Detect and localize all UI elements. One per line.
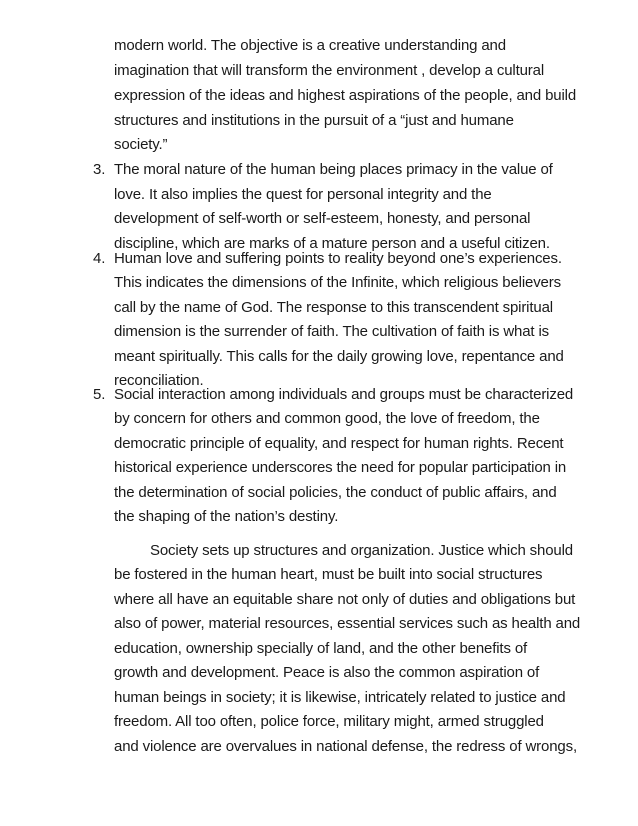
list-text-line: The moral nature of the human being places primacy in the value of [114, 161, 553, 178]
list-item-number: 4. [93, 250, 106, 267]
list-text-line: society.” [114, 136, 168, 153]
list-text-line: Social interaction among individuals and groups must be characterized [114, 386, 574, 403]
list-text-line: Human love and suffering points to reality beyond one’s experiences. [114, 250, 562, 267]
paragraph-line: freedom. All too often, police force, military might, armed struggled [114, 713, 544, 730]
list-text-line: This indicates the dimensions of the Infinite, which religious believers [114, 274, 561, 291]
list-text-line: the determination of social policies, the conduct of public affairs, and [114, 484, 557, 501]
list-text-line: development of self-worth or self-esteem, honesty, and personal [114, 210, 531, 227]
list-text-line: expression of the ideas and highest aspirations of the people, and build [114, 87, 577, 104]
list-text-line: dimension is the surrender of faith. The cultivation of faith is what is [114, 323, 549, 340]
paragraph-line: human beings in society; it is likewise, intricately related to justice and [114, 689, 566, 706]
list-text-line: the shaping of the nation’s destiny. [114, 508, 339, 525]
paragraph-line: growth and development. Peace is also the common aspiration of [114, 664, 540, 681]
paragraph-line: where all have an equitable share not only of duties and obligations but [114, 591, 576, 608]
list-text-line: by concern for others and common good, the love of freedom, the [114, 410, 540, 427]
list-item-number: 5. [93, 386, 106, 403]
list-text-line: structures and institutions in the pursuit of a “just and humane [114, 112, 514, 129]
paragraph-line: also of power, material resources, essential services such as health and [114, 615, 581, 632]
list-text-line: call by the name of God. The response to this transcendent spiritual [114, 299, 553, 316]
list-text-line: imagination that will transform the environment , develop a cultural [114, 62, 545, 79]
list-text-line: meant spiritually. This calls for the daily growing love, repentance and [114, 348, 564, 365]
list-text-line: modern world. The objective is a creative understanding and [114, 37, 506, 54]
list-text-line: democratic principle of equality, and respect for human rights. Recent [114, 435, 564, 452]
paragraph-line: and violence are overvalues in national defense, the redress of wrongs, [114, 738, 577, 755]
paragraph-line: education, ownership specially of land, and the other benefits of [114, 640, 528, 657]
list-text-line: love. It also implies the quest for personal integrity and the [114, 186, 492, 203]
list-text-line: reconciliation. [114, 372, 204, 389]
paragraph-line: Society sets up structures and organization. Justice which should [150, 542, 573, 559]
paragraph-line: be fostered in the human heart, must be built into social structures [114, 566, 543, 583]
list-text-line: historical experience underscores the need for popular participation in [114, 459, 567, 476]
list-text-line: discipline, which are marks of a mature person and a useful citizen. [114, 235, 550, 252]
list-item-number: 3. [93, 161, 106, 178]
